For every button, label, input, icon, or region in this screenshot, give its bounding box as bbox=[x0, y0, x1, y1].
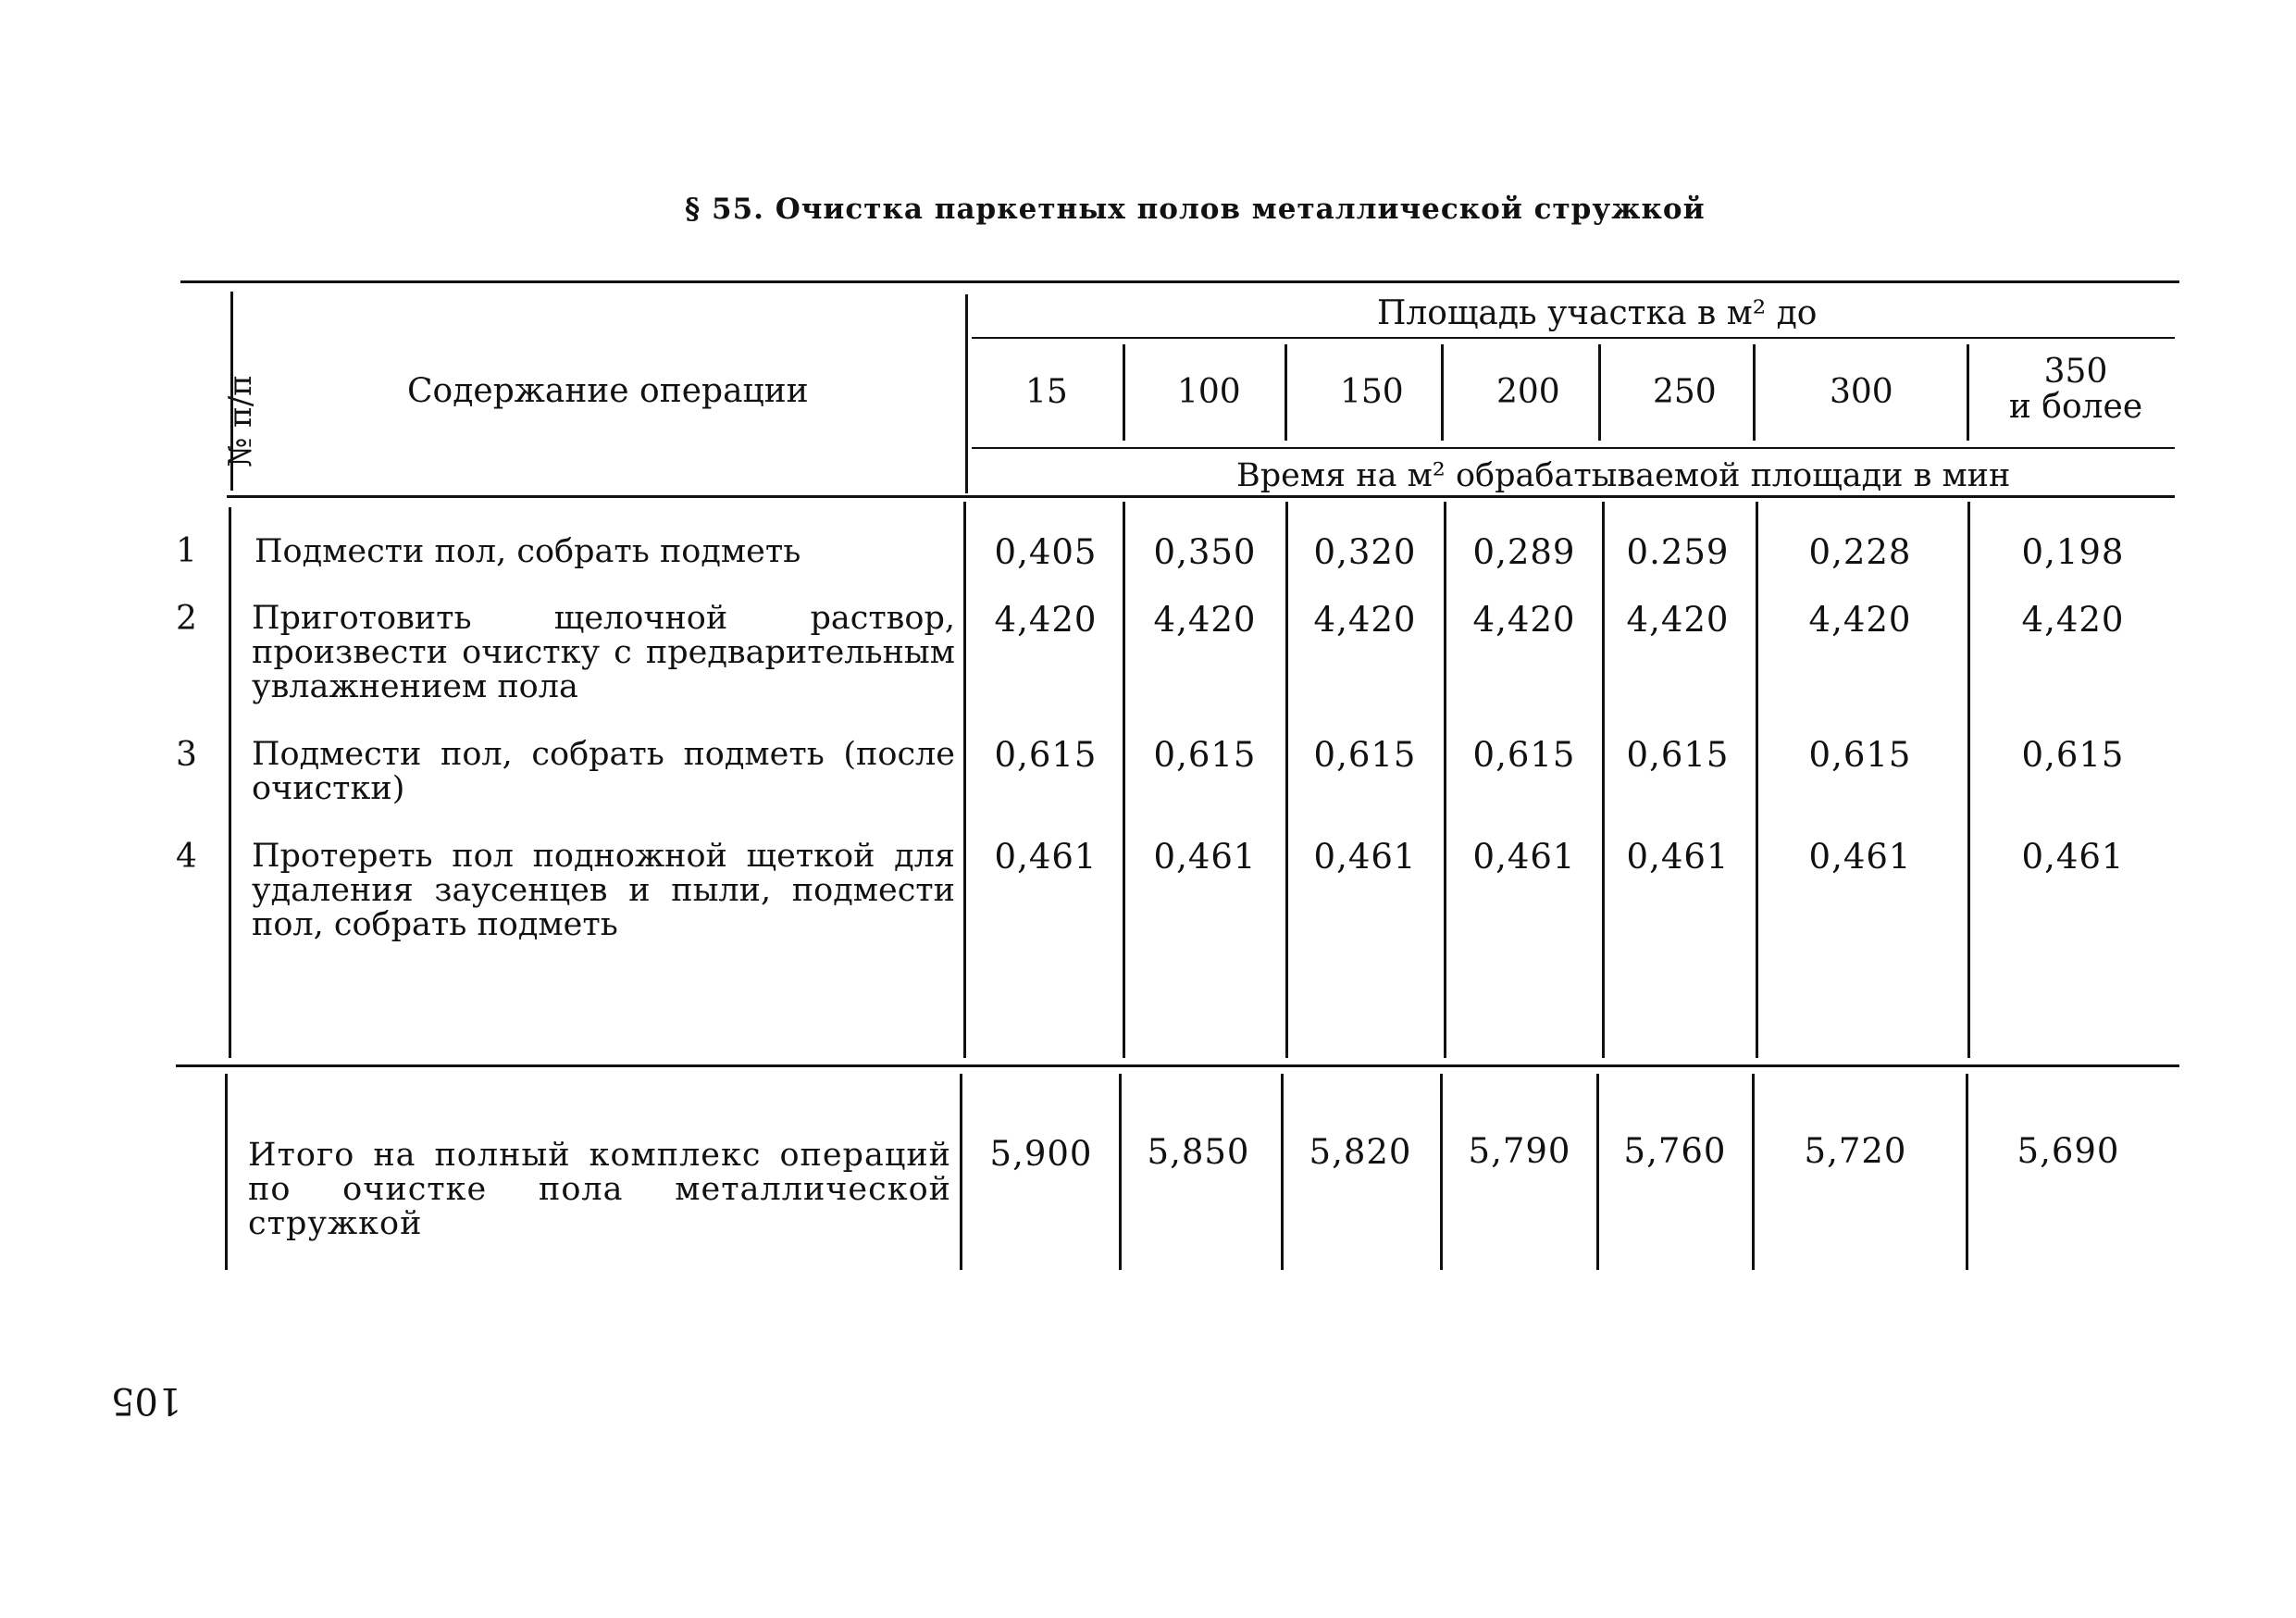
total-divider-3 bbox=[1440, 1074, 1443, 1270]
area-col-15: 15 bbox=[1025, 373, 1068, 411]
time-header: Время на м² обрабатываемой площади в мин bbox=[1236, 457, 2011, 494]
total-divider-operation bbox=[960, 1074, 962, 1270]
row-value: 0,405 bbox=[994, 532, 1098, 572]
row-value: 4,420 bbox=[994, 600, 1098, 640]
row-value: 0,228 bbox=[1808, 532, 1912, 572]
total-divider-2 bbox=[1281, 1074, 1284, 1270]
row-value: 0,615 bbox=[2021, 735, 2125, 775]
total-divider-4 bbox=[1596, 1074, 1599, 1270]
row-value: 4,420 bbox=[1313, 600, 1417, 640]
total-value: 5,790 bbox=[1468, 1131, 1571, 1171]
header-bottom-rule bbox=[227, 495, 2175, 498]
total-value: 5,760 bbox=[1623, 1131, 1727, 1171]
row-number: 2 bbox=[176, 600, 197, 638]
total-value: 5,820 bbox=[1309, 1132, 1412, 1172]
row-operation: Подмести пол, собрать подметь (после очистки) bbox=[252, 736, 955, 807]
row-value: 0,615 bbox=[1313, 735, 1417, 775]
row-value: 4,420 bbox=[1808, 600, 1912, 640]
area-header-rule bbox=[972, 337, 2175, 339]
area-divider-5 bbox=[1753, 344, 1756, 441]
row-value: 0,615 bbox=[1808, 735, 1912, 775]
time-header-rule bbox=[972, 447, 2175, 449]
row-number: 3 bbox=[176, 736, 197, 774]
total-value: 5,720 bbox=[1804, 1131, 1907, 1171]
column-header-number: № п/п bbox=[221, 375, 259, 467]
area-divider-1 bbox=[1123, 344, 1125, 441]
body-divider-num bbox=[229, 507, 231, 1058]
row-value: 0,289 bbox=[1472, 532, 1576, 572]
page-number: 105 bbox=[111, 1379, 182, 1422]
row-value: 0,198 bbox=[2021, 532, 2125, 572]
body-divider-4 bbox=[1602, 502, 1605, 1058]
body-divider-2 bbox=[1285, 502, 1288, 1058]
column-header-operation: Содержание операции bbox=[407, 372, 809, 410]
row-value: 0,461 bbox=[994, 837, 1098, 877]
row-value: 0,461 bbox=[2021, 837, 2125, 877]
total-divider-5 bbox=[1752, 1074, 1755, 1270]
area-col-100: 100 bbox=[1177, 373, 1241, 411]
area-divider-6 bbox=[1967, 344, 1969, 441]
area-col-200: 200 bbox=[1496, 373, 1560, 411]
area-col-300: 300 bbox=[1830, 373, 1893, 411]
total-label: Итого на полный комплекс операций по очистке пола металлической стружкой bbox=[248, 1137, 951, 1242]
row-value: 0,615 bbox=[1626, 735, 1730, 775]
total-top-rule bbox=[176, 1064, 2179, 1067]
row-operation: Протереть пол подножной щеткой для удаления заусенцев и пыли, подмести пол, собрать подметь bbox=[252, 838, 955, 943]
area-divider-2 bbox=[1285, 344, 1287, 441]
row-value: 0,615 bbox=[1153, 735, 1257, 775]
total-divider-1 bbox=[1119, 1074, 1122, 1270]
row-value: 0,350 bbox=[1153, 532, 1257, 572]
body-divider-5 bbox=[1756, 502, 1758, 1058]
total-value: 5,900 bbox=[989, 1134, 1093, 1174]
row-operation: Приготовить щелочной раствор, произвести очистку с предварительным увлажнением пола bbox=[252, 600, 955, 705]
row-number: 4 bbox=[176, 838, 197, 876]
row-value: 0,615 bbox=[1472, 735, 1576, 775]
area-divider-4 bbox=[1598, 344, 1601, 441]
total-value: 5,690 bbox=[2017, 1131, 2120, 1171]
row-value: 0,461 bbox=[1472, 837, 1576, 877]
row-value: 0,461 bbox=[1153, 837, 1257, 877]
table-top-rule bbox=[180, 280, 2179, 283]
body-divider-1 bbox=[1123, 502, 1125, 1058]
area-header-text: Площадь участка в м² до bbox=[1377, 294, 1818, 332]
row-value: 0,615 bbox=[994, 735, 1098, 775]
body-divider-6 bbox=[1967, 502, 1970, 1058]
row-value: 0,461 bbox=[1626, 837, 1730, 877]
total-value: 5,850 bbox=[1147, 1132, 1250, 1172]
row-value: 0.259 bbox=[1626, 532, 1730, 572]
row-value: 4,420 bbox=[1626, 600, 1730, 640]
row-value: 0,461 bbox=[1313, 837, 1417, 877]
row-value: 4,420 bbox=[1153, 600, 1257, 640]
row-operation: Подмести пол, собрать подметь bbox=[254, 533, 801, 570]
row-value: 4,420 bbox=[1472, 600, 1576, 640]
total-divider-6 bbox=[1966, 1074, 1968, 1270]
page-title: § 55. Очистка паркетных полов металлической стружкой bbox=[685, 193, 1706, 226]
body-divider-3 bbox=[1444, 502, 1446, 1058]
area-divider-3 bbox=[1441, 344, 1444, 441]
area-col-250: 250 bbox=[1653, 373, 1717, 411]
row-value: 0,320 bbox=[1313, 532, 1417, 572]
body-divider-operation bbox=[963, 502, 966, 1058]
area-col-350-plus: 350 и более bbox=[2008, 353, 2143, 426]
row-number: 1 bbox=[176, 532, 197, 570]
area-col-150: 150 bbox=[1340, 373, 1404, 411]
area-header bbox=[1377, 294, 1817, 332]
row-value: 0,461 bbox=[1808, 837, 1912, 877]
col-divider-operation bbox=[965, 294, 968, 493]
total-divider-num bbox=[225, 1074, 228, 1270]
row-value: 4,420 bbox=[2021, 600, 2125, 640]
